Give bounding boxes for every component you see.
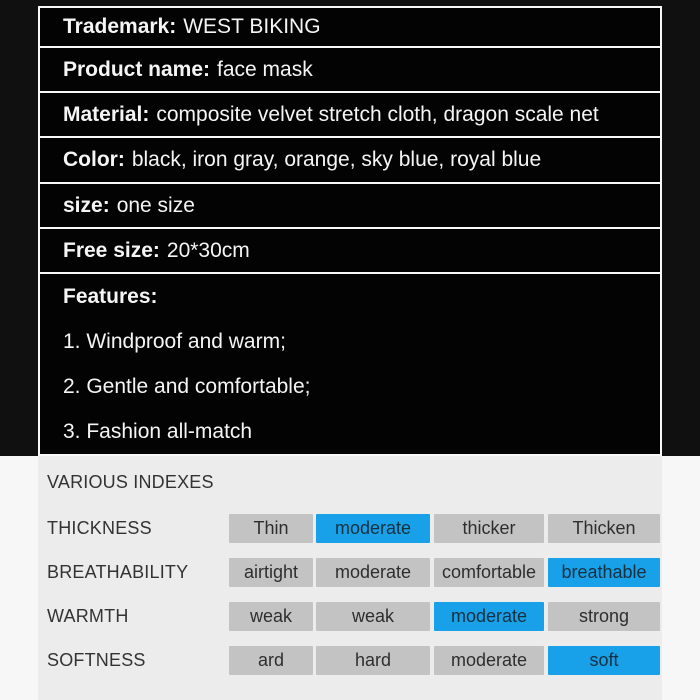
index-cell: ard (229, 646, 313, 675)
feature-item: 3. Fashion all-match (63, 419, 253, 443)
features-heading: Features: (63, 284, 158, 308)
spec-label: Trademark: (63, 15, 177, 38)
features-box (40, 274, 660, 454)
index-cell: airtight (229, 558, 313, 587)
index-cell: comfortable (434, 558, 544, 587)
index-row-label: WARMTH (47, 606, 129, 626)
spec-row-free-size (40, 229, 660, 272)
spec-value: face mask (217, 57, 313, 81)
index-row (0, 602, 700, 631)
index-cell: hard (316, 646, 430, 675)
feature-item: 1. Windproof and warm; (63, 329, 286, 353)
index-cell: Thin (229, 514, 313, 543)
spec-row-color (40, 138, 660, 182)
indexes-title: VARIOUS INDEXES (47, 472, 214, 492)
spec-row-material (40, 93, 660, 136)
index-cell: moderate (434, 646, 544, 675)
index-cell: strong (548, 602, 660, 631)
index-cell: moderate (316, 514, 430, 543)
spec-table (38, 6, 662, 456)
index-row-label: BREATHABILITY (47, 562, 189, 582)
spec-label: Material: (63, 102, 150, 126)
index-cell: moderate (316, 558, 430, 587)
spec-label: Product name: (63, 57, 211, 81)
index-cell: soft (548, 646, 660, 675)
index-cell: weak (229, 602, 313, 631)
spec-row-trademark (40, 8, 660, 46)
feature-item: 2. Gentle and comfortable; (63, 374, 311, 398)
index-cell: breathable (548, 558, 660, 587)
spec-row-product-name (40, 48, 660, 91)
spec-label: Free size: (63, 238, 160, 262)
index-row (0, 514, 700, 543)
spec-row-size (40, 184, 660, 227)
spec-value: 20*30cm (166, 238, 250, 262)
index-row-label: THICKNESS (47, 518, 152, 538)
index-row (0, 646, 700, 675)
spec-value: WEST BIKING (183, 15, 321, 38)
indexes-section (0, 456, 700, 700)
spec-value: one size (116, 193, 195, 217)
index-cell: moderate (434, 602, 544, 631)
index-cell: thicker (434, 514, 544, 543)
spec-value: composite velvet stretch cloth, dragon scale net (156, 102, 599, 126)
index-row (0, 558, 700, 587)
index-row-label: SOFTNESS (47, 650, 146, 670)
spec-label: Color: (63, 148, 125, 171)
index-cell: weak (316, 602, 430, 631)
index-cell: Thicken (548, 514, 660, 543)
spec-value: black, iron gray, orange, sky blue, royal blue (131, 148, 542, 171)
spec-label: size: (63, 193, 110, 217)
